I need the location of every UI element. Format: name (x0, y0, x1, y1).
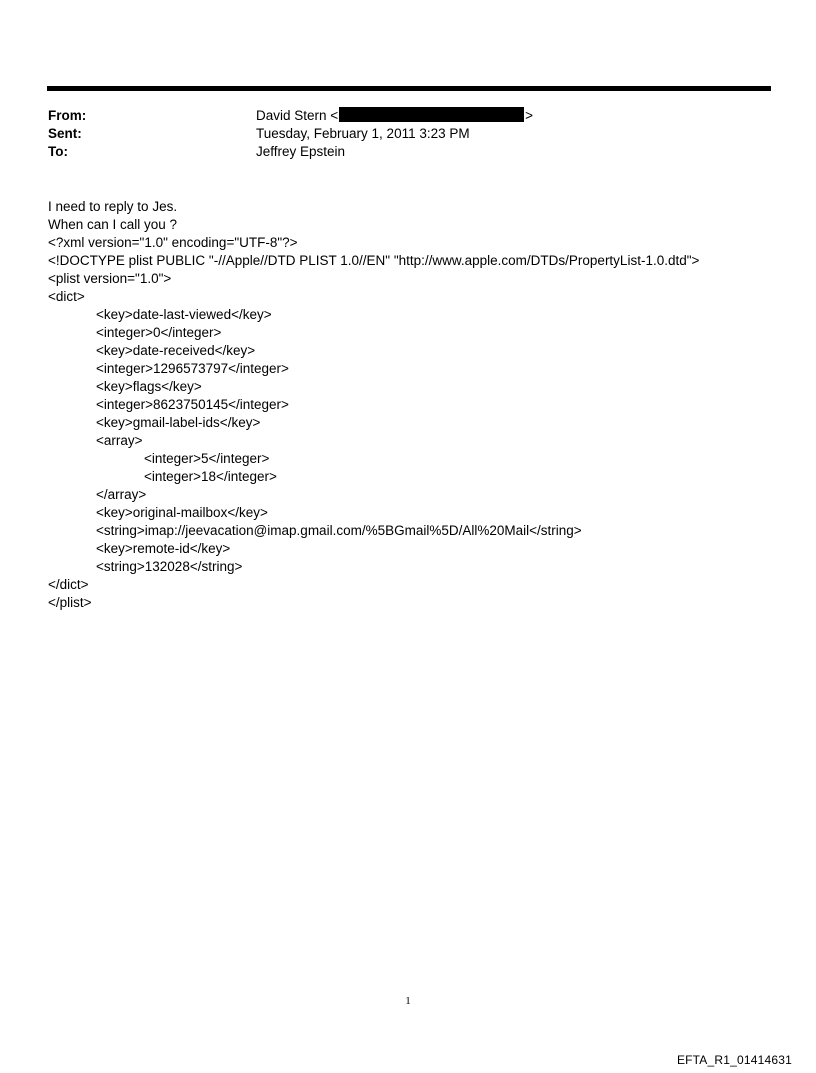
sent-value: Tuesday, February 1, 2011 3:23 PM (256, 126, 470, 141)
body-line: <string>imap://jeevacation@imap.gmail.com/%5BGmail%5D/All%20Mail</string> (96, 523, 582, 538)
body-line: <integer>0</integer> (96, 325, 222, 340)
from-row (48, 107, 768, 125)
body-line: <dict> (48, 289, 85, 304)
body-line: I need to reply to Jes. (48, 199, 178, 214)
to-row (48, 143, 768, 161)
to-value: Jeffrey Epstein (256, 144, 346, 159)
body-line: <plist version="1.0"> (48, 271, 172, 286)
body-line: <string>132028</string> (96, 559, 243, 574)
body-line: <integer>5</integer> (144, 451, 270, 466)
sent-label: Sent: (48, 126, 82, 141)
to-label: To: (48, 144, 68, 159)
body-line: <key>remote-id</key> (96, 541, 231, 556)
body-line: <key>flags</key> (96, 379, 202, 394)
from-label: From: (48, 108, 87, 123)
body-line: <key>date-last-viewed</key> (96, 307, 272, 322)
body-line: <!DOCTYPE plist PUBLIC "-//Apple//DTD PLIST 1.0//EN" "http://www.apple.com/DTDs/PropertyList-1.0.dtd"> (48, 253, 700, 268)
from-suffix: > (525, 108, 534, 123)
body-line: <array> (96, 433, 143, 448)
body-line: <key>original-mailbox</key> (96, 505, 268, 520)
email-header (48, 107, 768, 161)
body-line: <integer>8623750145</integer> (96, 397, 289, 412)
body-line: <key>gmail-label-ids</key> (96, 415, 261, 430)
body-line: </array> (96, 487, 147, 502)
body-line: <key>date-received</key> (96, 343, 256, 358)
email-body (48, 198, 788, 612)
body-line: <integer>18</integer> (144, 469, 277, 484)
sent-row (48, 125, 768, 143)
body-line: <?xml version="1.0" encoding="UTF-8"?> (48, 235, 298, 250)
body-line: </plist> (48, 595, 92, 610)
header-rule (47, 86, 771, 91)
from-value (256, 107, 533, 125)
bates-number: EFTA_R1_01414631 (676, 1053, 792, 1067)
body-line: <integer>1296573797</integer> (96, 361, 289, 376)
page-number: 1 (405, 995, 411, 1007)
from-name: David Stern < (256, 108, 339, 123)
body-line: </dict> (48, 577, 89, 592)
redaction-box (339, 107, 524, 122)
body-line: When can I call you ? (48, 217, 178, 232)
